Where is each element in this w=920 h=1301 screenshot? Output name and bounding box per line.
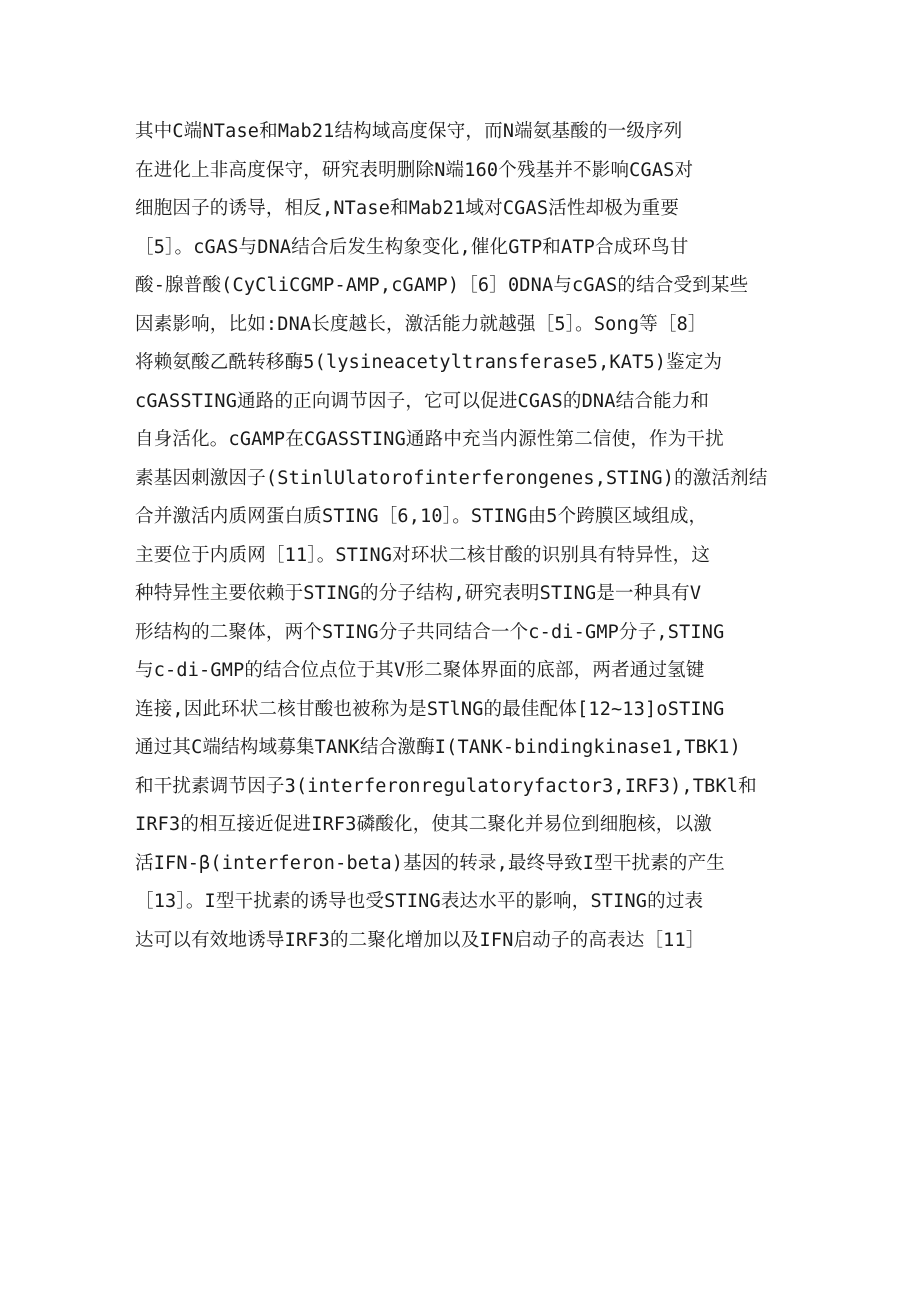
- text-line: IRF3的相互接近促进IRF3磷酸化，使其二聚化并易位到细胞核，以激: [135, 814, 712, 835]
- text-line: 在进化上非高度保守，研究表明删除N端160个残基并不影响CGAS对: [135, 159, 694, 181]
- text-line: 主要位于内质网［11］。STING对环状二核甘酸的识别具有特异性，这: [135, 544, 711, 566]
- text-line: 种特异性主要依赖于STING的分子结构,研究表明STING是一种具有V: [135, 583, 702, 604]
- text-line: 和干扰素调节因子3(interferonregulatoryfactor3,IRF3),TBKl和: [135, 775, 757, 797]
- text-line: 形结构的二聚体，两个STING分子共同结合一个c-di-GMP分子,STING: [135, 621, 725, 643]
- text-line: 合并激活内质网蛋白质STING［6,10］。STING由5个跨膜区域组成，: [135, 506, 708, 527]
- text-line: 因素影响，比如:DNA长度越长，激活能力就越强［5］。Song等［8］: [135, 313, 707, 335]
- text-line: 其中C端NTase和Mab21结构域高度保守，而N端氨基酸的一级序列: [135, 121, 683, 142]
- text-line: ［13］。I型干扰素的诱导也受STING表达水平的影响，STING的过表: [135, 891, 704, 912]
- body-paragraph: [135, 113, 795, 960]
- text-line: 自身活化。cGAMP在CGASSTING通路中充当内源性第二信使，作为干扰: [135, 429, 724, 450]
- text-line: 酸-腺普酸(CyCliCGMP-AMP,cGAMP)［6］0DNA与cGAS的结合受到某些: [135, 275, 749, 296]
- text-line: ［5］。cGAS与DNA结合后发生构象变化,催化GTP和ATP合成环鸟甘: [135, 236, 689, 258]
- text-line: 与c-di-GMP的结合位点位于其V形二聚体界面的底部，两者通过氢键: [135, 660, 705, 681]
- text-line: 活IFN-β(interferon-beta)基因的转录,最终导致I型干扰素的产生: [135, 852, 726, 874]
- text-line: 细胞因子的诱导，相反,NTase和Mab21域对CGAS活性却极为重要: [135, 198, 680, 219]
- text-line: 将赖氨酸乙酰转移酶5(lysineacetyltransferase5,KAT5)鉴定为: [135, 352, 723, 373]
- text-line: 素基因刺激因子(StinlUlatorofinterferongenes,STING)的激活剂结: [135, 467, 768, 489]
- text-line: 连接,因此环状二核甘酸也被称为是STlNG的最佳配体[12~13]oSTING: [135, 698, 725, 720]
- text-line: cGASSTING通路的正向调节因子，它可以促进CGAS的DNA结合能力和: [135, 390, 710, 412]
- text-line: 通过其C端结构域募集TANK结合激酶I(TANK-bindingkinase1,TBK1): [135, 737, 741, 758]
- text-line: 达可以有效地诱导IRF3的二聚化增加以及IFN启动子的高表达［11］: [135, 929, 705, 951]
